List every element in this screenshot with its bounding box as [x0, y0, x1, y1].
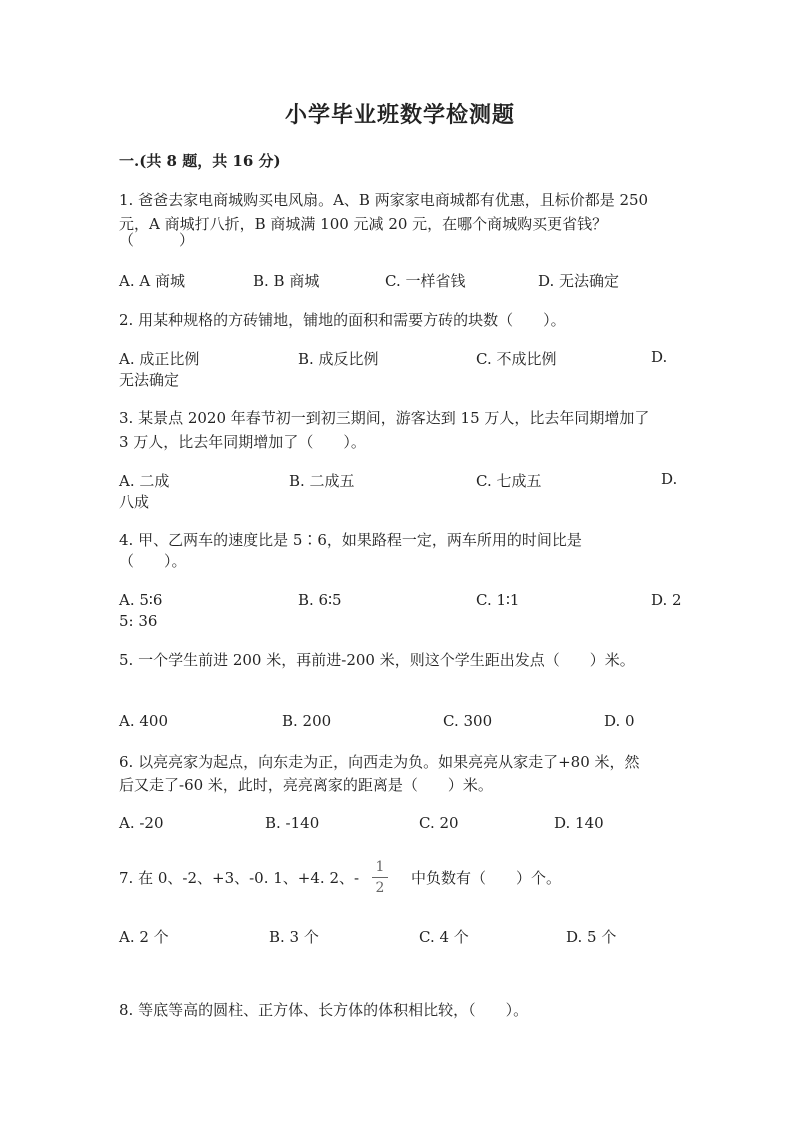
question-1-option-b: B. B 商城 — [253, 272, 320, 290]
question-8-line-1: 8. 等底等高的圆柱、正方体、长方体的体积相比较，（ ）。 — [119, 1001, 529, 1019]
question-7-option-a: A. 2 个 — [119, 928, 169, 946]
question-4-option-a: A. 5∶6 — [119, 591, 163, 609]
question-1-line-1: 1. 爸爸去家电商城购买电风扇。A、B 两家家电商城都有优惠，且标价都是 250 — [119, 191, 649, 209]
question-2-option-b: B. 成反比例 — [298, 350, 379, 368]
question-6-line-2: 后又走了-60 米，此时，亮亮离家的距离是（ ）米。 — [119, 776, 493, 794]
question-1-line-2: 元，A 商城打八折，B 商城满 100 元减 20 元，在哪个商城购买更省钱？ — [119, 215, 608, 233]
page-title: 小学毕业班数学检测题 — [284, 102, 515, 128]
question-4-option-d: D. 2 — [651, 591, 682, 609]
question-6-option-b: B. -140 — [265, 814, 320, 832]
section-heading: 一.(共 8 题，共 16 分) — [119, 152, 281, 170]
question-5-option-b: B. 200 — [282, 712, 332, 730]
question-6-option-d: D. 140 — [554, 814, 604, 832]
question-3-option-d: D. — [661, 470, 678, 488]
question-3-line-2: 3 万人，比去年同期增加了（ ）。 — [119, 433, 366, 451]
question-4-line-1: 4. 甲、乙两车的速度比是 5∶6，如果路程一定，两车所用的时间比是 — [119, 531, 582, 549]
question-5-option-d: D. 0 — [604, 712, 635, 730]
fraction-numerator: 1 — [375, 859, 385, 875]
question-4-line-2: （ ）。 — [119, 552, 187, 570]
question-5-option-a: A. 400 — [119, 712, 168, 730]
question-3-option-d-text: 八成 — [119, 493, 150, 511]
question-2-line-1: 2. 用某种规格的方砖铺地，铺地的面积和需要方砖的块数（ ）。 — [119, 311, 566, 329]
question-4-option-b: B. 6∶5 — [298, 591, 342, 609]
question-3-option-b: B. 二成五 — [289, 472, 355, 490]
question-6-option-c: C. 20 — [419, 814, 459, 832]
question-7-fraction — [370, 858, 390, 897]
question-1-option-d: D. 无法确定 — [538, 272, 620, 290]
question-2-option-a: A. 成正比例 — [119, 350, 200, 368]
question-7-option-c: C. 4 个 — [419, 928, 469, 946]
question-5-option-c: C. 300 — [443, 712, 493, 730]
question-7-prefix: 7. 在 0、-2、+3、-0. 1、+4. 2、- — [119, 869, 360, 887]
question-1-option-c: C. 一样省钱 — [385, 272, 466, 290]
question-2-option-d-text: 无法确定 — [119, 371, 180, 389]
question-3-option-c: C. 七成五 — [476, 472, 542, 490]
question-3-option-a: A. 二成 — [119, 472, 170, 490]
question-6-line-1: 6. 以亮亮家为起点，向东走为正，向西走为负。如果亮亮从家走了+80 米，然 — [119, 753, 640, 771]
question-2-option-c: C. 不成比例 — [476, 350, 557, 368]
question-2-option-d: D. — [651, 348, 668, 366]
fraction-denominator: 2 — [375, 880, 385, 896]
question-7-suffix: 中负数有（ ）个。 — [411, 869, 562, 887]
question-3-line-1: 3. 某景点 2020 年春节初一到初三期间，游客达到 15 万人，比去年同期增加了 — [119, 409, 650, 427]
fraction-bar — [372, 877, 388, 878]
question-4-option-d-text: 5: 36 — [119, 612, 158, 630]
question-4-option-c: C. 1∶1 — [476, 591, 520, 609]
question-7-option-d: D. 5 个 — [566, 928, 617, 946]
question-6-option-a: A. -20 — [119, 814, 164, 832]
question-5-line-1: 5. 一个学生前进 200 米，再前进-200 米，则这个学生距出发点（ ）米。 — [119, 651, 635, 669]
question-1-line-3: （ ） — [119, 231, 195, 249]
question-1-option-a: A. A 商城 — [119, 272, 185, 290]
question-7-option-b: B. 3 个 — [269, 928, 319, 946]
